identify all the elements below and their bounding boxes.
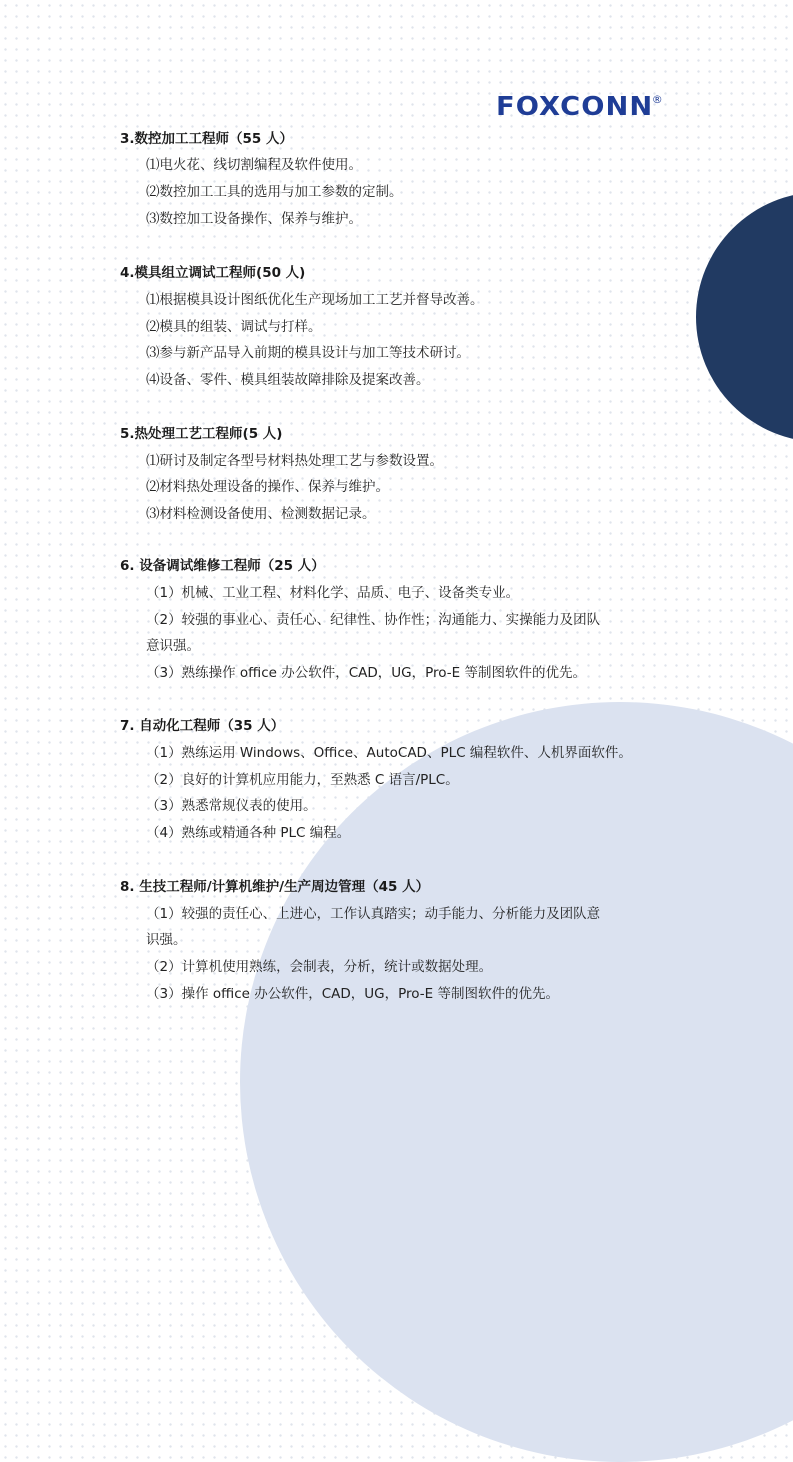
section-item: ⑴研讨及制定各型号材料热处理工艺与参数设置。 — [146, 453, 443, 469]
section-heading: 8. 生技工程师/计算机维护/生产周边管理（45 人） — [120, 879, 430, 895]
section-item: ⑶数控加工设备操作、保养与维护。 — [146, 211, 362, 227]
section-item: ⑷设备、零件、模具组装故障排除及提案改善。 — [146, 372, 430, 388]
section-item: （1）机械、工业工程、材料化学、品质、电子、设备类专业。 — [146, 585, 520, 601]
section-item: ⑶参与新产品导入前期的模具设计与加工等技术研讨。 — [146, 345, 470, 361]
section-item: （4）熟练或精通各种 PLC 编程。 — [146, 825, 351, 841]
logo-wordmark: FOXCONN — [496, 92, 654, 122]
section-heading: 5.热处理工艺工程师(5 人) — [120, 426, 283, 442]
section-item: ⑴电火花、线切割编程及软件使用。 — [146, 157, 362, 173]
section-item: ⑶材料检测设备使用、检测数据记录。 — [146, 506, 376, 522]
section-item: （1）熟练运用 Windows、Office、AutoCAD、PLC 编程软件、人机界面软件。 — [146, 745, 632, 761]
section-item: （2）较强的事业心、责任心、纪律性、协作性；沟通能力、实操能力及团队 — [146, 612, 601, 628]
section-heading: 7. 自动化工程师（35 人） — [120, 718, 285, 734]
section-heading: 6. 设备调试维修工程师（25 人） — [120, 558, 325, 574]
section-item: ⑵材料热处理设备的操作、保养与维护。 — [146, 479, 389, 495]
registered-mark: ® — [651, 93, 663, 106]
section-item: （3）熟悉常规仪表的使用。 — [146, 798, 317, 814]
section-item-continuation: 识强。 — [146, 932, 187, 948]
section-item: （3）熟练操作 office 办公软件，CAD，UG，Pro-E 等制图软件的优先。 — [146, 665, 586, 681]
section-item: ⑴根据模具设计图纸优化生产现场加工工艺并督导改善。 — [146, 292, 484, 308]
section-item: （1）较强的责任心、上进心，工作认真踏实；动手能力、分析能力及团队意 — [146, 906, 601, 922]
section-item: （2）计算机使用熟练，会制表，分析，统计或数据处理。 — [146, 959, 493, 975]
section-heading: 3.数控加工工程师（55 人） — [120, 131, 294, 147]
section-item: （3）操作 office 办公软件，CAD，UG，Pro-E 等制图软件的优先。 — [146, 986, 559, 1002]
section-item: ⑵数控加工工具的选用与加工参数的定制。 — [146, 184, 403, 200]
section-item-continuation: 意识强。 — [146, 638, 200, 654]
section-item: （2）良好的计算机应用能力，至熟悉 C 语言/PLC。 — [146, 772, 459, 788]
section-item: ⑵模具的组装、调试与打样。 — [146, 319, 322, 335]
section-heading: 4.模具组立调试工程师(50 人) — [120, 265, 306, 281]
